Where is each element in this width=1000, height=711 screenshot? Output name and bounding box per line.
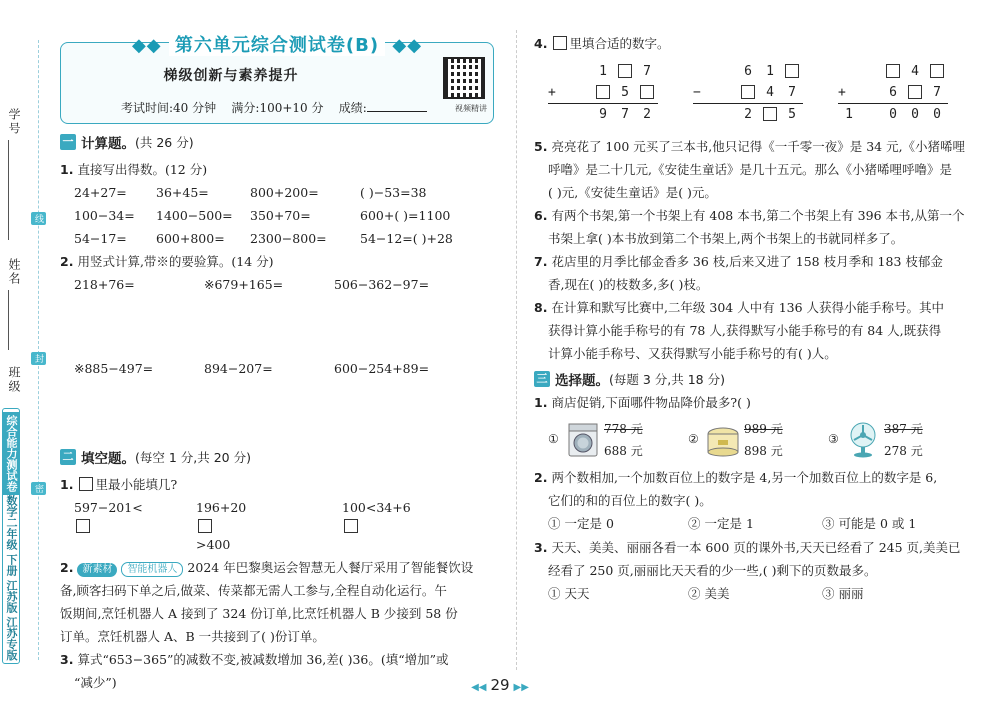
section-name: 填空题。 <box>81 451 135 467</box>
vertical-puzzles <box>548 61 948 125</box>
question-text: 直接写出得数。(12 分) <box>77 162 208 177</box>
math-item: 1400−500= <box>156 208 233 223</box>
seal-mark: 线 <box>31 212 46 225</box>
sale-goods <box>548 418 974 464</box>
section-number: 一 <box>60 134 76 150</box>
question <box>534 391 974 414</box>
digit-cell[interactable] <box>592 85 614 101</box>
digit-cell[interactable] <box>759 107 781 123</box>
question-number: 1. <box>60 477 74 492</box>
exam-subtitle: 梯级创新与素养提升 <box>163 68 299 84</box>
question-text: 备,顾客扫码下单之后,做菜、传菜都无需人工参与,全程自动化运行。午 <box>60 583 447 598</box>
puzzle-row <box>548 61 658 82</box>
choice-option[interactable]: ③ 可能是 0 或 1 <box>822 516 917 531</box>
digit-cell: 7 <box>643 64 651 79</box>
score-blank[interactable] <box>367 111 427 112</box>
question-text: 天天、美美、丽丽各看一本 600 页的课外书,天天已经看了 245 页,美美已 <box>551 540 961 555</box>
question <box>60 250 508 273</box>
vertical-calc-item: 506−362−97= <box>334 277 430 292</box>
operator: + <box>548 85 556 100</box>
right-column <box>534 32 974 606</box>
operator: − <box>693 85 701 100</box>
question-text: ( )元,《安徒生童话》是( )元。 <box>548 185 717 200</box>
digit-cell: 7 <box>621 107 629 122</box>
digit-cell: 1 <box>766 64 774 79</box>
question-text: 它们的和的百位上的数字( )。 <box>548 493 712 508</box>
digit-cell: 0 <box>889 107 897 122</box>
digit-cell[interactable] <box>737 85 759 101</box>
digit-cell: 1 <box>845 107 853 122</box>
question-text: 饭期间,烹饪机器人 A 接到了 324 份订单,比烹饪机器人 B 少接到 58 份 <box>60 606 458 621</box>
fill-item: 597−201< <box>74 500 143 515</box>
sale-item[interactable] <box>548 418 688 464</box>
digit-box[interactable] <box>763 107 777 121</box>
question-number: 8. <box>534 300 548 315</box>
section-name: 选择题。 <box>555 373 609 389</box>
math-item: 350+70= <box>250 208 311 223</box>
digit-puzzle <box>548 61 658 125</box>
digit-cell: 0 <box>933 107 941 122</box>
digit-cell: 6 <box>744 64 752 79</box>
original-price: 387 元 <box>884 422 923 436</box>
exam-title-text: 第六单元综合测试卷(B) <box>169 35 385 56</box>
fill-row <box>74 496 508 556</box>
section-3-heading <box>534 369 974 389</box>
puzzle-row <box>548 82 658 103</box>
full-score: 满分:100+10 分 <box>231 101 324 115</box>
math-item: 600+800= <box>156 231 225 246</box>
choice-options <box>548 512 974 536</box>
digit-cell: 5 <box>788 107 796 122</box>
math-item: 800+200= <box>250 185 319 200</box>
choice-option[interactable]: ② 一定是 1 <box>688 516 754 531</box>
digit-cell: 4 <box>766 85 774 100</box>
digit-cell: 6 <box>889 85 897 100</box>
vertical-calc-item: 894−207= <box>204 361 273 376</box>
vertical-calc-item: ※885−497= <box>74 361 154 376</box>
digit-cell: 5 <box>621 85 629 100</box>
option-mark: ③ <box>828 432 839 446</box>
question <box>60 473 508 496</box>
digit-cell[interactable] <box>614 64 636 80</box>
question-text: 算式“653−365”的减数不变,被减数增加 36,差( )36。(填“增加”或 <box>77 652 449 667</box>
question-text: “减少”) <box>74 675 117 690</box>
question <box>534 32 974 55</box>
choice-options <box>548 582 974 606</box>
question-number: 2. <box>534 470 548 485</box>
electric-fan-icon <box>846 422 880 458</box>
answer-box[interactable] <box>344 519 358 533</box>
page-number-text: 29 <box>490 676 510 694</box>
vertical-calc-item: ※679+165= <box>204 277 284 292</box>
section-2-heading <box>60 447 508 467</box>
brand-sub: 数学二年级 下册 江苏版 江苏专版 <box>5 494 18 661</box>
math-item: 100−34= <box>74 208 135 223</box>
fill-item: >400 <box>196 537 231 552</box>
question <box>60 648 508 671</box>
page-number <box>0 676 1000 694</box>
digit-cell: 9 <box>599 107 607 122</box>
digit-box[interactable] <box>886 64 900 78</box>
qr-code-icon[interactable] <box>443 57 485 99</box>
new-material-tag: 新素材 <box>77 563 117 577</box>
question <box>534 204 974 227</box>
option-mark: ① <box>548 432 559 446</box>
sale-item[interactable] <box>688 418 828 464</box>
digit-box[interactable] <box>930 64 944 78</box>
answer-box[interactable] <box>198 519 212 533</box>
original-price: 989 元 <box>744 422 783 436</box>
question-text: 香,现在( )的枝数多,多( )枝。 <box>548 277 709 292</box>
digit-puzzle <box>693 61 803 125</box>
class-label: 班级 <box>7 366 21 394</box>
seal-mark: 密 <box>31 482 46 495</box>
puzzle-row <box>693 82 803 103</box>
left-column <box>60 35 508 694</box>
answer-box[interactable] <box>553 36 567 50</box>
question-text: 在计算和默写比赛中,二年级 304 人中有 136 人获得小能手称号。其中 <box>551 300 945 315</box>
cut-line <box>38 40 39 660</box>
question-number: 3. <box>534 540 548 555</box>
digit-cell: 1 <box>599 64 607 79</box>
topic-tag: 智能机器人 <box>121 562 183 577</box>
question-text: 订单。烹饪机器人 A、B 一共接到了( )份订单。 <box>60 629 325 644</box>
section-number: 三 <box>534 371 550 387</box>
exam-info <box>121 99 427 116</box>
brand-strip <box>2 408 20 664</box>
student-id-line <box>8 140 9 240</box>
exam-header <box>60 35 494 124</box>
digit-cell[interactable] <box>882 64 904 80</box>
question-text: 呼噜》是二十几元,《安徒生童话》是几十五元。那么《小猪唏哩呼噜》是 <box>548 162 952 177</box>
digit-cell[interactable] <box>904 85 926 101</box>
digit-box[interactable] <box>640 85 654 99</box>
sale-price: 278 元 <box>884 444 923 458</box>
math-item: 24+27= <box>74 185 127 200</box>
next-arrow-icon: ▶▶ <box>513 682 529 693</box>
question-number: 6. <box>534 208 548 223</box>
question-text: 商店促销,下面哪件物品降价最多?( ) <box>551 395 751 410</box>
fill-item: 196+20 <box>196 500 247 515</box>
question-number: 4. <box>534 36 548 51</box>
math-item: 600+( )=1100 <box>360 208 451 223</box>
digit-box[interactable] <box>741 85 755 99</box>
puzzle-row <box>693 104 803 125</box>
vertical-calc-item: 600−254+89= <box>334 361 430 376</box>
digit-cell: 2 <box>643 107 651 122</box>
page-divider <box>516 30 517 670</box>
question-text: 两个数相加,一个加数百位上的数字是 4,另一个加数百位上的数字是 6, <box>551 470 938 485</box>
digit-box[interactable] <box>908 85 922 99</box>
digit-cell[interactable] <box>781 64 803 80</box>
digit-cell[interactable] <box>636 85 658 101</box>
question <box>60 158 508 181</box>
vertical-calc-row <box>74 357 508 437</box>
math-item: 54−17= <box>74 231 127 246</box>
digit-cell: 4 <box>911 64 919 79</box>
sale-price: 898 元 <box>744 444 783 458</box>
name-line <box>8 290 9 350</box>
math-item: ( )−53=38 <box>360 185 427 200</box>
choice-option[interactable]: ① 一定是 0 <box>548 516 614 531</box>
mental-math-row <box>74 204 508 227</box>
puzzle-row <box>693 61 803 82</box>
question-number: 7. <box>534 254 548 269</box>
question-text: 获得计算小能手称号的有 78 人,获得默写小能手称号的有 84 人,既获得 <box>548 323 942 338</box>
question <box>534 296 974 319</box>
name-label: 姓名 <box>7 258 21 286</box>
question-text: 有两个书架,第一个书架上有 408 本书,第二个书架上有 396 本书,从第一个 <box>551 208 965 223</box>
section-number: 二 <box>60 449 76 465</box>
question-number: 5. <box>534 139 548 154</box>
question <box>534 466 974 489</box>
digit-cell: 2 <box>744 107 752 122</box>
choice-option[interactable]: ② 美美 <box>688 586 730 601</box>
math-item: 36+45= <box>156 185 209 200</box>
puzzle-row <box>548 104 658 125</box>
score-label: 成绩: <box>338 101 367 115</box>
mental-math-row <box>74 181 508 204</box>
puzzle-row <box>838 104 948 125</box>
binding-spine <box>0 0 42 711</box>
choice-option[interactable]: ① 天天 <box>548 586 590 601</box>
operator: + <box>838 85 846 100</box>
question-number: 3. <box>60 652 74 667</box>
question-number: 2. <box>60 254 74 269</box>
original-price: 778 元 <box>604 422 643 436</box>
digit-puzzle <box>838 61 948 125</box>
section-note: (共 26 分) <box>135 135 194 150</box>
question-number: 1. <box>60 162 74 177</box>
section-1-heading <box>60 132 508 152</box>
puzzle-row <box>838 61 948 82</box>
mental-math-row <box>74 227 508 250</box>
question-text: 里填合适的数字。 <box>569 36 670 51</box>
question-text: 经看了 250 页,丽丽比天天看的少一些,( )剩下的页数最多。 <box>548 563 877 578</box>
math-item: 2300−800= <box>250 231 327 246</box>
section-name: 计算题。 <box>81 136 135 152</box>
fill-item: 100<34+6 <box>342 500 411 515</box>
option-mark: ② <box>688 432 699 446</box>
digit-box[interactable] <box>596 85 610 99</box>
digit-cell[interactable] <box>926 64 948 80</box>
sale-item[interactable] <box>828 418 968 464</box>
answer-box[interactable] <box>76 519 90 533</box>
question <box>534 135 974 158</box>
section-note: (每空 1 分,共 20 分) <box>135 450 251 465</box>
question-text: 用竖式计算,带※的要验算。(14 分) <box>77 254 274 269</box>
section-note: (每题 3 分,共 18 分) <box>609 372 725 387</box>
digit-cell: 7 <box>788 85 796 100</box>
vertical-calc-row <box>74 273 508 357</box>
qr-caption: 视频精讲 <box>455 104 487 113</box>
question-text: 计算小能手称号、又获得默写小能手称号的有( )人。 <box>548 346 837 361</box>
question-text: 里最小能填几? <box>95 477 178 492</box>
answer-box[interactable] <box>79 477 93 491</box>
prev-arrow-icon: ◀◀ <box>471 682 487 693</box>
sale-price: 688 元 <box>604 444 643 458</box>
question <box>534 536 974 559</box>
washing-machine-icon <box>566 422 600 458</box>
vertical-calc-item: 218+76= <box>74 277 135 292</box>
seal-mark: 封 <box>31 352 46 365</box>
question <box>534 250 974 273</box>
digit-box[interactable] <box>618 64 632 78</box>
question <box>60 556 508 579</box>
exam-title: ◆◆ 第六单元综合测试卷(B) ◆◆ <box>131 35 423 56</box>
digit-box[interactable] <box>785 64 799 78</box>
exam-time: 考试时间:40 分钟 <box>121 101 217 115</box>
puzzle-row <box>838 82 948 103</box>
digit-cell: 7 <box>933 85 941 100</box>
question-text: 书架上拿( )本书放到第二个书架上,两个书架上的书就同样多了。 <box>548 231 904 246</box>
digit-cell: 0 <box>911 107 919 122</box>
choice-option[interactable]: ③ 丽丽 <box>822 586 864 601</box>
rice-cooker-icon <box>706 422 740 458</box>
question-number: 1. <box>534 395 548 410</box>
brand-main: 综合能力测试卷 <box>3 412 19 495</box>
math-item: 54−12=( )+28 <box>360 231 453 246</box>
question-number: 2. <box>60 560 74 575</box>
question-text: 2024 年巴黎奥运会智慧无人餐厅采用了智能餐饮设 <box>187 560 474 575</box>
student-id-label: 学号 <box>7 108 21 136</box>
question-text: 花店里的月季比郁金香多 36 枝,后来又进了 158 枝月季和 183 枝郁金 <box>551 254 943 269</box>
question-text: 亮亮花了 100 元买了三本书,他只记得《一千零一夜》是 34 元,《小猪唏哩 <box>551 139 966 154</box>
